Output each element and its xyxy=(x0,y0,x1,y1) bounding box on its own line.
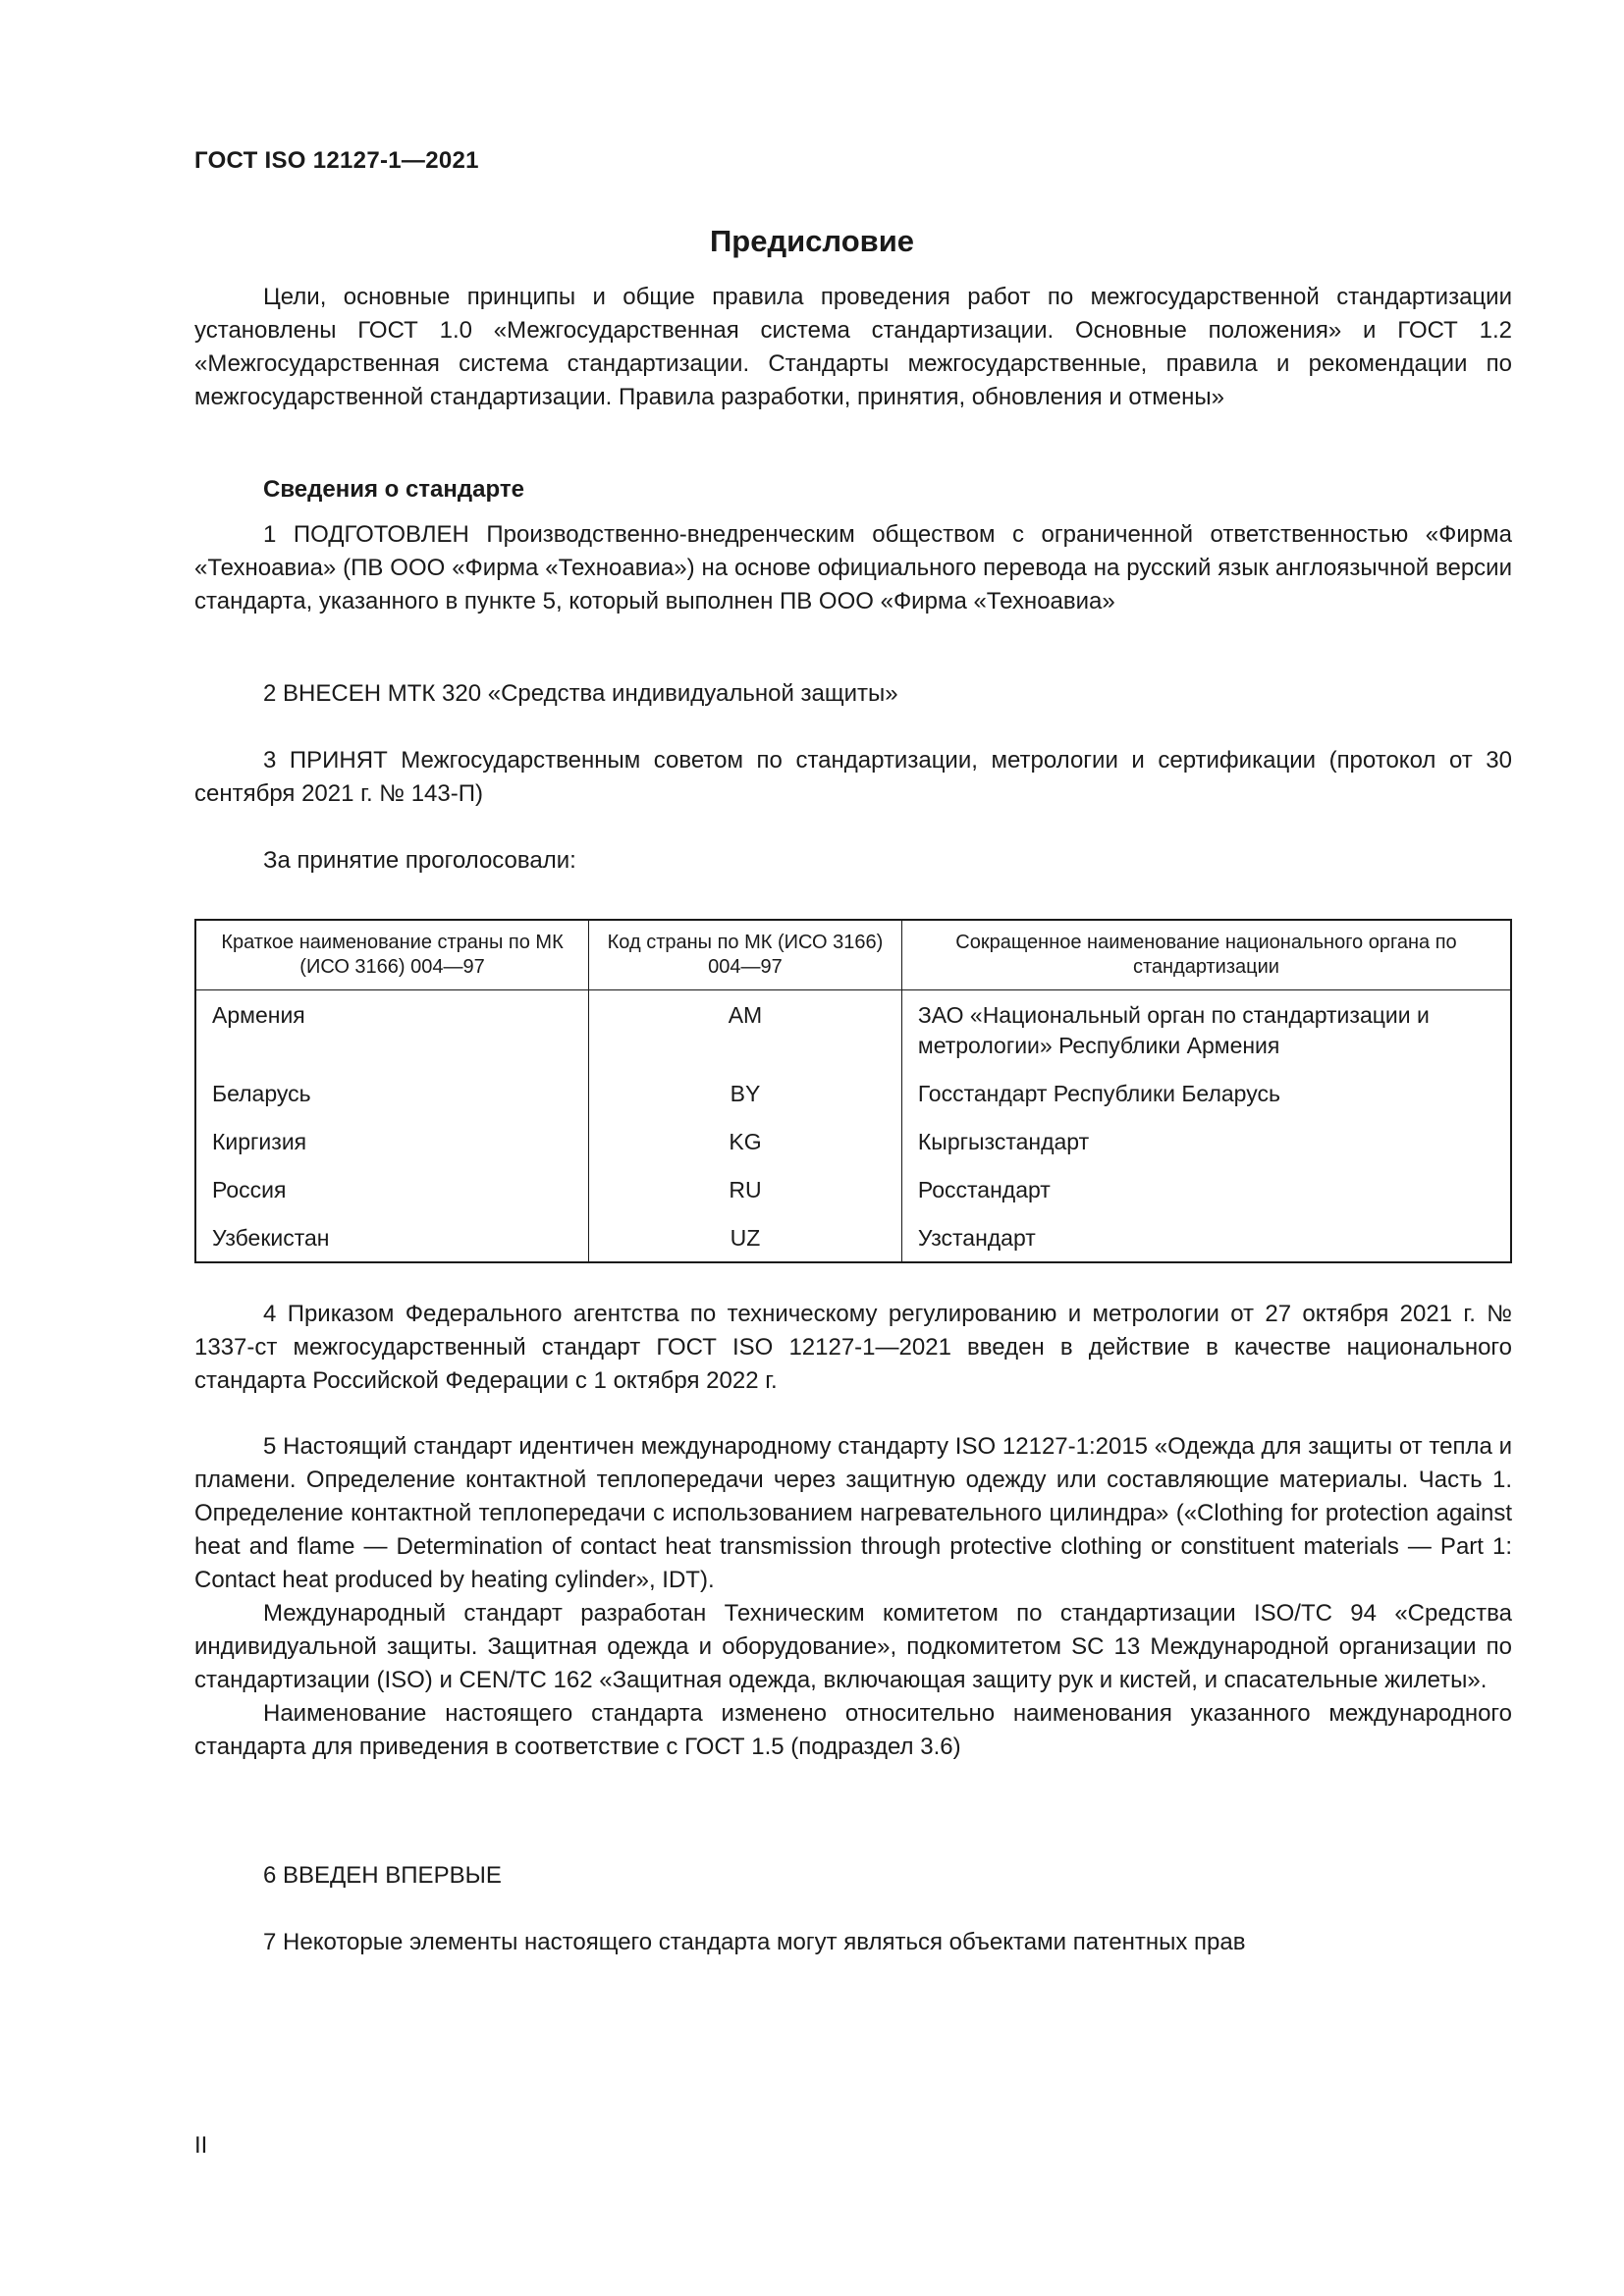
country-cell: Беларусь xyxy=(195,1061,589,1109)
intro-block xyxy=(194,281,1512,414)
item-5-paragraph: 5 Настоящий стандарт идентичен международному стандарту ISO 12127-1:2015 «Одежда для защиты от тепла и пламени. Определение контактной теплопередачи через защитную одежду или составляющие материалы. Часть 1. Определение контактной теплопередачи с использованием нагревательного цилиндра» («Clothing for protection against heat and flame — Determination of contact heat transmission through protective clothing or constituent materials — Part 1: Contact heat produced by heating cylinder», IDT). xyxy=(194,1433,1512,1593)
item-5-block xyxy=(194,1430,1512,1764)
item-1-paragraph: 1 ПОДГОТОВЛЕН Производственно-внедренческим обществом с ограниченной ответственностью «Фирма «Техноавиа» (ПВ ООО «Фирма «Техноавиа») на основе официального перевода на русский язык англоязычной версии стандарта, указанного в пункте 5, который выполнен ПВ ООО «Фирма «Техноавиа» xyxy=(194,521,1512,614)
item-2-paragraph: 2 ВНЕСЕН МТК 320 «Средства индивидуальной защиты» xyxy=(263,680,898,707)
country-cell: Киргизия xyxy=(195,1109,589,1157)
table-row xyxy=(195,1157,1511,1205)
table-row xyxy=(195,1061,1511,1109)
code-cell: BY xyxy=(589,1061,902,1109)
item-6-paragraph: 6 ВВЕДЕН ВПЕРВЫЕ xyxy=(263,1862,502,1889)
document-code-header: ГОСТ ISO 12127-1—2021 xyxy=(194,147,479,174)
item-5-committee-paragraph: Международный стандарт разработан Техническим комитетом по стандартизации ISO/TC 94 «Средства индивидуальной защиты. Защитная одежда и оборудование», подкомитетом SC 13 Международной организации по стандартизации (ISO) и CEN/TC 162 «Защитная одежда, включающая защиту рук и кистей, и спасательные жилеты». xyxy=(194,1600,1512,1693)
body-cell: Госстандарт Республики Беларусь xyxy=(901,1061,1511,1109)
column-header-country: Краткое наименование страны по МК (ИСО 3166) 004—97 xyxy=(195,920,589,990)
column-header-body: Сокращенное наименование национального органа по стандартизации xyxy=(901,920,1511,990)
item-3-paragraph: 3 ПРИНЯТ Межгосударственным советом по стандартизации, метрологии и сертификации (протокол от 30 сентября 2021 г. № 143-П) xyxy=(194,747,1512,807)
code-cell: RU xyxy=(589,1157,902,1205)
table-row xyxy=(195,1205,1511,1262)
country-cell: Россия xyxy=(195,1157,589,1205)
country-cell: Узбекистан xyxy=(195,1205,589,1262)
standard-info-subheading: Сведения о стандарте xyxy=(263,476,524,503)
body-cell: Узстандарт xyxy=(901,1205,1511,1262)
code-cell: UZ xyxy=(589,1205,902,1262)
member-countries-table xyxy=(194,919,1512,1263)
column-header-code: Код страны по МК (ИСО 3166) 004—97 xyxy=(589,920,902,990)
table-header-row xyxy=(195,920,1511,990)
item-6-block xyxy=(194,1859,1512,1893)
code-cell: AM xyxy=(589,990,902,1062)
code-cell: KG xyxy=(589,1109,902,1157)
item-2-block xyxy=(194,677,1512,711)
body-cell: ЗАО «Национальный орган по стандартизации и метрологии» Республики Армения xyxy=(901,990,1511,1062)
item-4-block xyxy=(194,1298,1512,1398)
page-number: II xyxy=(194,2132,208,2159)
item-1-block xyxy=(194,518,1512,618)
voted-label: За принятие проголосовали: xyxy=(263,847,576,874)
item-5-name-change-paragraph: Наименование настоящего стандарта изменено относительно наименования указанного международного стандарта для приведения в соответствие с ГОСТ 1.5 (подраздел 3.6) xyxy=(194,1700,1512,1760)
item-3-block xyxy=(194,744,1512,811)
intro-paragraph: Цели, основные принципы и общие правила проведения работ по межгосударственной стандартизации установлены ГОСТ 1.0 «Межгосударственная система стандартизации. Основные положения» и ГОСТ 1.2 «Межгосударственная система стандартизации. Стандарты межгосударственные, правила и рекомендации по межгосударственной стандартизации. Правила разработки, принятия, обновления и отмены» xyxy=(194,284,1512,410)
voted-block xyxy=(194,844,1512,878)
country-cell: Армения xyxy=(195,990,589,1062)
subheading-block xyxy=(194,473,1512,507)
item-4-paragraph: 4 Приказом Федерального агентства по техническому регулированию и метрологии от 27 октября 2021 г. № 1337-ст межгосударственный стандарт ГОСТ ISO 12127-1—2021 введен в действие в качестве национального стандарта Российской Федерации с 1 октября 2022 г. xyxy=(194,1301,1512,1394)
page-title: Предисловие xyxy=(709,224,914,258)
body-cell: Росстандарт xyxy=(901,1157,1511,1205)
table-row xyxy=(195,1109,1511,1157)
body-cell: Кыргызстандарт xyxy=(901,1109,1511,1157)
item-7-paragraph: 7 Некоторые элементы настоящего стандарта могут являться объектами патентных прав xyxy=(263,1929,1246,1955)
table-row xyxy=(195,990,1511,1062)
item-7-block xyxy=(194,1926,1512,1959)
